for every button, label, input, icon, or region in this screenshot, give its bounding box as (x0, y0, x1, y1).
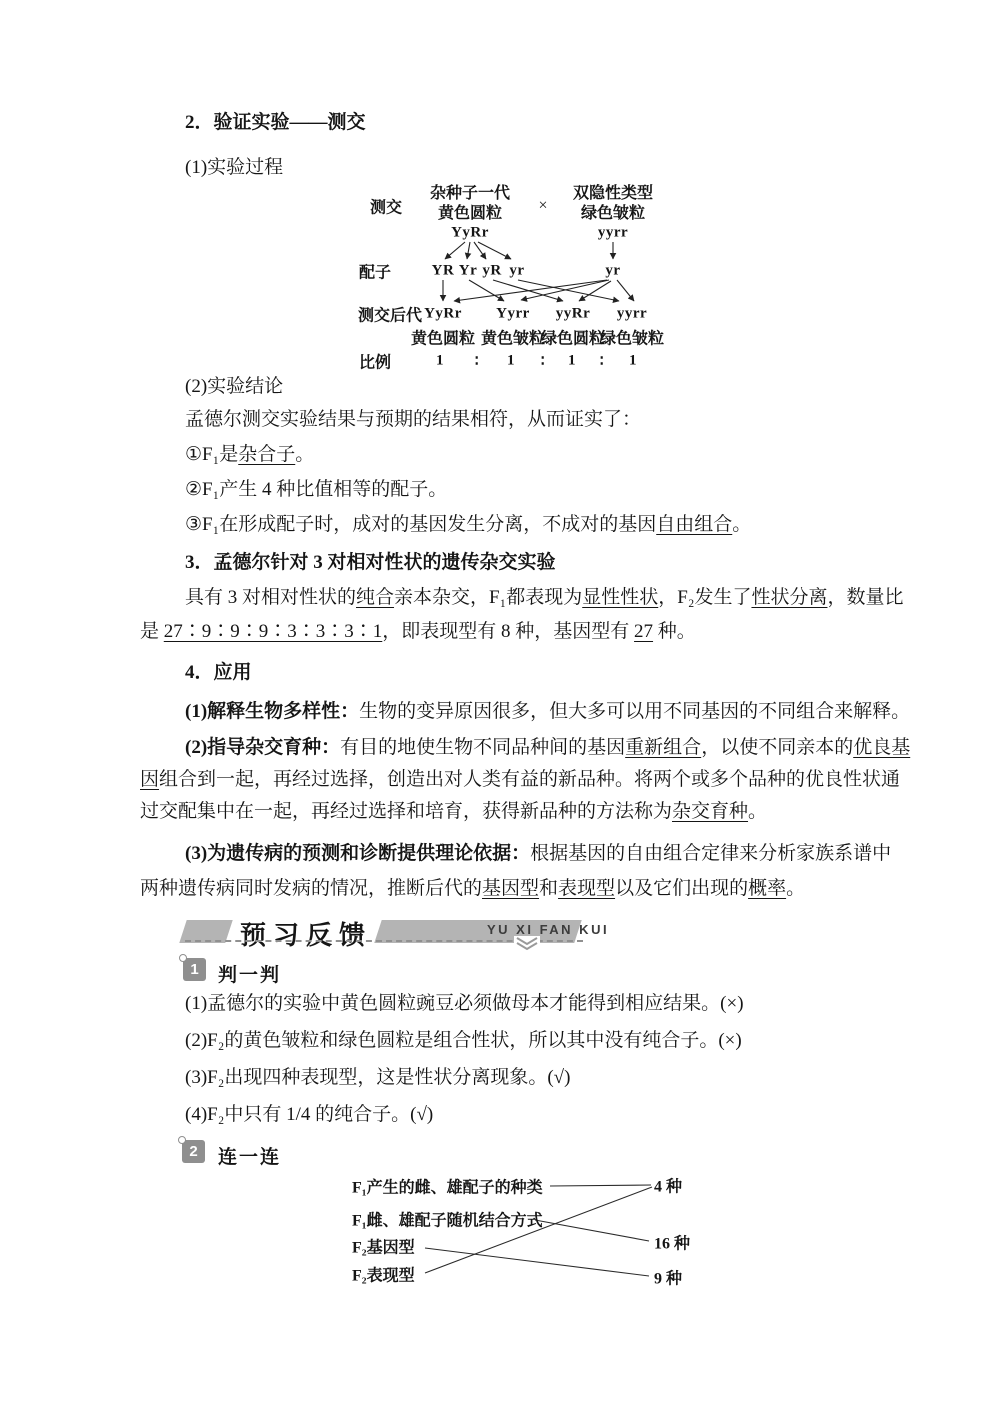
application-item-3: (3)为遗传病的预测和诊断提供理论依据：根据基因的自由组合定律来分析家族系谱中 (185, 843, 892, 864)
label-testcross: 测交 (369, 199, 403, 217)
testcross-diagram (140, 185, 860, 377)
ratio-value: 1 (568, 352, 576, 369)
badge-dot (178, 1136, 186, 1144)
application-item-1: (1)解释生物多样性：生物的变异原因很多，但大多可以用不同基因的不同组合来解释。 (185, 701, 911, 722)
gamete-recessive: yr (605, 262, 621, 279)
match-right-item: 4 种 (654, 1178, 683, 1196)
section-badge-2: 2 (182, 1140, 205, 1163)
section-badge-1: 1 (183, 958, 206, 981)
heading-three-trait-cross: 3．孟德尔针对 3 对相对性状的遗传杂交实验 (185, 552, 556, 573)
paragraph: 过交配集中在一起，再经过选择和培育，获得新品种的方法称为杂交育种。 (140, 801, 768, 822)
match-left-item: F₁产生的雌、雄配子的种类 (352, 1179, 543, 1197)
match-right-item: 16 种 (654, 1235, 691, 1253)
label-gametes: 配子 (358, 264, 392, 282)
matching-exercise (140, 1170, 860, 1295)
ratio-value: 1 (436, 352, 444, 369)
paragraph: 两种遗传病同时发病的情况，推断后代的基因型和表现型以及它们出现的概率。 (140, 878, 806, 899)
judge-item: (2)F₂的黄色皱粒和绿色圆粒是组合性状，所以其中没有纯合子。(×) (185, 1030, 742, 1051)
ratio-colon: ∶ (540, 353, 546, 370)
heading-verification-experiment: 2．验证实验——测交 (185, 112, 366, 133)
label-ratio: 比例 (358, 354, 392, 372)
judge-item: (1)孟德尔的实验中黄色圆粒豌豆必须做母本才能得到相应结果。(×) (185, 993, 744, 1014)
match-left-item: F₁雌、雄配子随机结合方式 (352, 1212, 543, 1230)
ratio-colon: ∶ (474, 353, 480, 370)
offspring-phenotype: 黄色圆粒 (410, 330, 476, 348)
offspring-genotype: yyrr (616, 305, 648, 322)
heading-application: 4．应用 (185, 662, 252, 683)
offspring-phenotype: 黄色皱粒 (480, 330, 546, 348)
match-right-item: 9 种 (654, 1270, 683, 1288)
quiz-title-judge: 判一判 (218, 965, 282, 986)
cross-sign: × (538, 197, 548, 214)
sub-experiment-conclusion: (2)实验结论 (185, 376, 284, 397)
gamete: yR (482, 262, 502, 279)
match-left-item: F₂基因型 (352, 1239, 415, 1257)
conclusion-item-2: ②F₁产生 4 种比值相等的配子。 (185, 479, 448, 500)
genotype-p1: YyRr (451, 224, 489, 241)
banner-title: 预习反馈 (240, 921, 373, 950)
paragraph: 因组合到一起，再经过选择，创造出对人类有益的新品种。将两个或多个品种的优良性状通 (140, 769, 901, 790)
badge-dot (179, 954, 187, 962)
offspring-phenotype: 绿色圆粒 (540, 330, 606, 348)
paragraph: 孟德尔测交实验结果与预期的结果相符，从而证实了： (185, 409, 642, 430)
match-left-item: F₂表现型 (352, 1267, 415, 1285)
parent-hybrid: 杂种子一代 黄色圆粒 (429, 185, 511, 222)
gamete: YR (431, 262, 455, 279)
offspring-genotype: YyRr (424, 305, 462, 322)
offspring-genotype: yyRr (555, 305, 591, 322)
quiz-title-connect: 连一连 (218, 1147, 282, 1168)
gamete: Yr (458, 262, 478, 279)
paragraph: 是 27∶9∶9∶9∶3∶3∶3∶1，即表现型有 8 种，基因型有 27 种。 (140, 621, 696, 642)
offspring-genotype: Yyrr (496, 305, 530, 322)
ratio-colon: ∶ (599, 353, 605, 370)
sub-experiment-process: (1)实验过程 (185, 157, 284, 178)
offspring-phenotype: 绿色皱粒 (599, 330, 665, 348)
label-testcross-offspring: 测交后代 (357, 307, 423, 325)
ratio-value: 1 (507, 352, 515, 369)
paragraph: 具有 3 对相对性状的纯合亲本杂交，F₁都表现为显性性状，F₂发生了性状分离，数量比 (185, 587, 904, 608)
banner-pinyin: YU XI FAN KUI (487, 922, 610, 937)
conclusion-item-3: ③F₁在形成配子时，成对的基因发生分离，不成对的基因自由组合。 (185, 514, 752, 535)
genotype-p2: yyrr (597, 224, 629, 241)
conclusion-item-1: ①F₁是杂合子。 (185, 444, 315, 465)
chevron-down-icon (514, 936, 540, 952)
parent-recessive: 双隐性类型 绿色皱粒 (572, 185, 654, 222)
ratio-value: 1 (629, 352, 637, 369)
judge-item: (4)F₂中只有 1/4 的纯合子。(√) (185, 1104, 434, 1125)
gamete: yr (509, 262, 525, 279)
judge-item: (3)F₂出现四种表现型，这是性状分离现象。(√) (185, 1067, 571, 1088)
application-item-2: (2)指导杂交育种：有目的地使生物不同品种间的基因重新组合，以使不同亲本的优良基 (185, 737, 911, 758)
